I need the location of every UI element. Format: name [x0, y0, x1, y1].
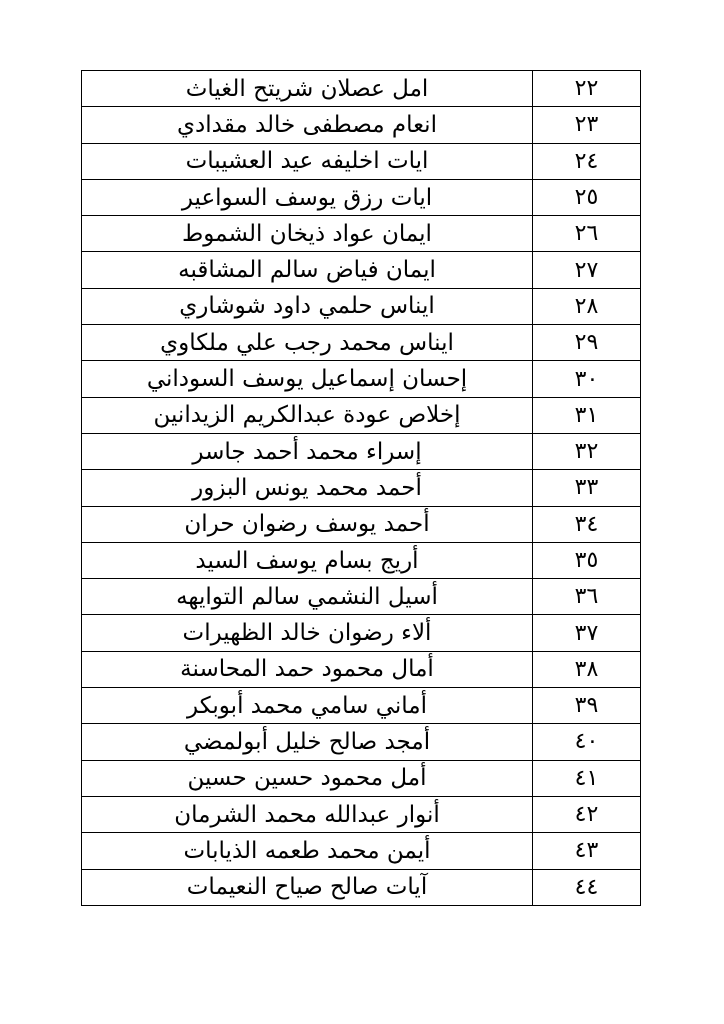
row-number: ٤٠	[533, 724, 641, 760]
table-row	[82, 615, 641, 651]
student-name: أحمد محمد يونس البزور	[82, 470, 533, 506]
row-number: ٢٣	[533, 107, 641, 143]
row-number: ٣٥	[533, 542, 641, 578]
row-number: ٢٥	[533, 179, 641, 215]
student-name: أريج بسام يوسف السيد	[82, 542, 533, 578]
student-name: ايناس حلمي داود شوشاري	[82, 288, 533, 324]
student-name: إحسان إسماعيل يوسف السوداني	[82, 361, 533, 397]
table-row	[82, 542, 641, 578]
table-row	[82, 325, 641, 361]
table-row	[82, 397, 641, 433]
table-row	[82, 688, 641, 724]
row-number: ٣٨	[533, 651, 641, 687]
table-row	[82, 361, 641, 397]
row-number: ٣٢	[533, 433, 641, 469]
student-name: أمجد صالح خليل أبولمضي	[82, 724, 533, 760]
row-number: ٤١	[533, 760, 641, 796]
row-number: ٣٠	[533, 361, 641, 397]
row-number: ٣٧	[533, 615, 641, 651]
row-number: ٢٧	[533, 252, 641, 288]
table-row	[82, 760, 641, 796]
student-name: ألاء رضوان خالد الظهيرات	[82, 615, 533, 651]
table-row	[82, 216, 641, 252]
table-row	[82, 579, 641, 615]
student-name: إخلاص عودة عبدالكريم الزيدانين	[82, 397, 533, 433]
table-row	[82, 796, 641, 832]
student-name: ايمان فياض سالم المشاقبه	[82, 252, 533, 288]
student-name: أماني سامي محمد أبوبكر	[82, 688, 533, 724]
table-row	[82, 179, 641, 215]
table-row	[82, 433, 641, 469]
table-row	[82, 143, 641, 179]
student-name: أمال محمود حمد المحاسنة	[82, 651, 533, 687]
row-number: ٢٨	[533, 288, 641, 324]
row-number: ٢٤	[533, 143, 641, 179]
row-number: ٢٦	[533, 216, 641, 252]
student-name: ايات اخليفه عيد العشيبات	[82, 143, 533, 179]
row-number: ٣٣	[533, 470, 641, 506]
table-row	[82, 107, 641, 143]
student-name: آيات صالح صياح النعيمات	[82, 869, 533, 905]
row-number: ٤٤	[533, 869, 641, 905]
student-name: ايمان عواد ذيخان الشموط	[82, 216, 533, 252]
table-row	[82, 833, 641, 869]
row-number: ٣٦	[533, 579, 641, 615]
table-row	[82, 724, 641, 760]
row-number: ٢٢	[533, 71, 641, 107]
table-row	[82, 470, 641, 506]
student-name: أسيل النشمي سالم التوايهه	[82, 579, 533, 615]
table-row	[82, 71, 641, 107]
row-number: ٤٢	[533, 796, 641, 832]
names-table	[81, 70, 641, 906]
row-number: ٣١	[533, 397, 641, 433]
student-name: أنوار عبدالله محمد الشرمان	[82, 796, 533, 832]
student-name: أيمن محمد طعمه الذيابات	[82, 833, 533, 869]
row-number: ٣٤	[533, 506, 641, 542]
student-name: ايناس محمد رجب علي ملكاوي	[82, 325, 533, 361]
table-row	[82, 869, 641, 905]
table-row	[82, 252, 641, 288]
table-row	[82, 288, 641, 324]
row-number: ٢٩	[533, 325, 641, 361]
student-name: أحمد يوسف رضوان حران	[82, 506, 533, 542]
row-number: ٣٩	[533, 688, 641, 724]
student-name: ايات رزق يوسف السواعير	[82, 179, 533, 215]
student-name: امل عصلان شريتح الغياث	[82, 71, 533, 107]
row-number: ٤٣	[533, 833, 641, 869]
names-table-body	[82, 71, 641, 906]
student-name: أمل محمود حسين حسين	[82, 760, 533, 796]
table-row	[82, 651, 641, 687]
table-row	[82, 506, 641, 542]
student-name: انعام مصطفى خالد مقدادي	[82, 107, 533, 143]
student-name: إسراء محمد أحمد جاسر	[82, 433, 533, 469]
